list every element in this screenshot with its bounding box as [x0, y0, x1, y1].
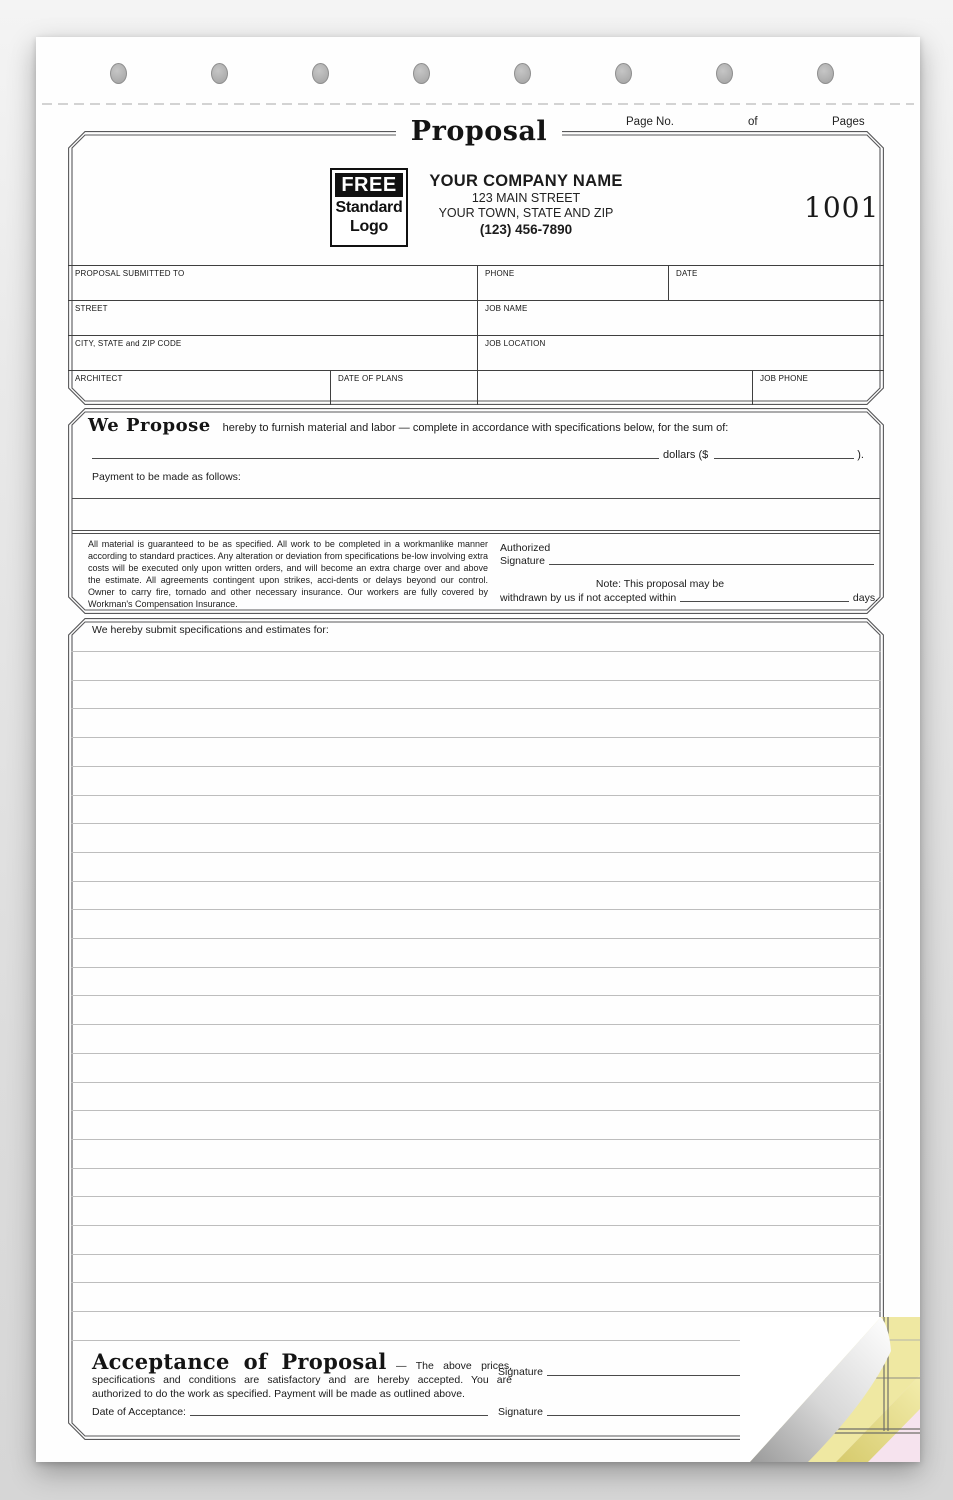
specs-label: We hereby submit specifications and estimates for: [92, 624, 329, 636]
empty-cell [477, 371, 752, 405]
spec-ruled-line [71, 1196, 881, 1197]
spec-ruled-line [71, 795, 881, 796]
authorized-signature-block [500, 542, 878, 567]
payment-label: Payment to be made as follows: [92, 471, 241, 483]
spec-ruled-line [71, 680, 881, 681]
spec-ruled-line [71, 1053, 881, 1054]
spec-ruled-line [71, 1082, 881, 1083]
standard-logo [330, 168, 408, 247]
city-state-zip-field: CITY, STATE and ZIP CODE [75, 339, 182, 348]
company-city-line: YOUR TOWN, STATE AND ZIP [438, 206, 614, 220]
sum-line [88, 448, 864, 461]
punch-hole [413, 63, 430, 84]
spec-ruled-line [71, 909, 881, 910]
spec-ruled-line [71, 852, 881, 853]
dollars-label: dollars ($ [663, 449, 709, 461]
dollars-close: ). [857, 449, 864, 461]
sum-amount-line [714, 448, 854, 459]
punch-hole [716, 63, 733, 84]
phone-field: PHONE [477, 266, 668, 300]
authorized-signature-line [549, 554, 874, 565]
date-of-plans-field: DATE OF PLANS [330, 371, 477, 405]
punch-hole [312, 63, 329, 84]
signature-label: Signature [498, 1366, 543, 1378]
date-of-acceptance-label: Date of Acceptance: [92, 1406, 186, 1418]
punch-holes-row [36, 63, 920, 83]
divider-line [72, 533, 880, 534]
spec-ruled-line [71, 967, 881, 968]
logo-word-logo: Logo [350, 218, 388, 235]
punch-hole [514, 63, 531, 84]
divider-line [72, 498, 880, 499]
job-name-field: JOB NAME [477, 301, 884, 335]
form-number: 1001 [804, 191, 880, 224]
architect-field: ARCHITECT [75, 374, 123, 383]
perforation-line [42, 103, 914, 105]
header-section [68, 131, 884, 405]
company-street: 123 MAIN STREET [471, 191, 581, 205]
carbonless-copies-corner [740, 1317, 920, 1462]
spec-ruled-line [71, 1024, 881, 1025]
date-of-acceptance-line [190, 1405, 488, 1416]
note-line1: Note: This proposal may be [595, 578, 725, 590]
days-label: days. [852, 592, 878, 604]
table-row [68, 370, 884, 405]
info-table [68, 265, 884, 405]
proposal-form-page [36, 37, 920, 1462]
authorized-label: Authorized [500, 542, 551, 554]
company-name: YOUR COMPANY NAME [429, 172, 623, 190]
signature-label: Signature [498, 1406, 543, 1418]
signature-label: Signature [500, 555, 545, 567]
acceptance-title: Acceptance of Proposal [92, 1349, 387, 1374]
date-of-acceptance-row [92, 1405, 492, 1418]
spec-ruled-line [71, 938, 881, 939]
spec-ruled-line [71, 823, 881, 824]
spec-ruled-line [71, 995, 881, 996]
spec-ruled-line [71, 737, 881, 738]
company-phone: (123) 456-7890 [479, 222, 573, 237]
acceptance-block [92, 1351, 512, 1401]
spec-ruled-line [71, 651, 881, 652]
spec-ruled-line [71, 1139, 881, 1140]
page-curl-graphic [740, 1317, 920, 1462]
spec-ruled-line [71, 881, 881, 882]
job-location-field: JOB LOCATION [477, 336, 884, 370]
logo-free-banner: FREE [335, 173, 403, 197]
proposal-title: Proposal [396, 113, 562, 151]
of-label: of [748, 116, 758, 128]
propose-line [88, 415, 868, 436]
date-field: DATE [668, 266, 884, 300]
terms-paragraph: All material is guaranteed to be as specified. All work to be completed in a workmanlike manner according to standard practices. Any alteration or deviation from specifications be-low involving extra costs will be executed only upon written orders, and will become an extra charge over and above the estimate. All agreements contingent upon strikes, acci-dents or delays beyond our control. Owner to carry fire, tornado and other necessary insurance. Our workers are fully covered by Workman's Compensation Insurance. [88, 539, 488, 609]
withdrawal-note-block [500, 578, 878, 604]
spec-ruled-line [71, 1168, 881, 1169]
table-row [68, 265, 884, 300]
spec-ruled-line [71, 766, 881, 767]
punch-hole [615, 63, 632, 84]
divider-line [72, 530, 880, 531]
table-row [68, 300, 884, 335]
spec-ruled-line [71, 1110, 881, 1111]
logo-word-standard: Standard [335, 199, 403, 216]
days-line [680, 591, 849, 602]
spec-ruled-line [71, 1282, 881, 1283]
we-propose-title: We Propose [88, 415, 211, 436]
street-field: STREET [75, 304, 108, 313]
company-block [398, 171, 654, 239]
spec-ruled-line [71, 708, 881, 709]
spec-ruled-line [71, 1225, 881, 1226]
punch-hole [211, 63, 228, 84]
punch-hole [817, 63, 834, 84]
punch-hole [110, 63, 127, 84]
sum-words-line [92, 448, 659, 459]
table-row [68, 335, 884, 370]
submitted-to-field: PROPOSAL SUBMITTED TO [75, 269, 185, 278]
propose-intro-text: hereby to furnish material and labor — complete in accordance with specifications below, for the sum of: [222, 422, 729, 434]
job-phone-field: JOB PHONE [752, 371, 884, 405]
spec-ruled-line [71, 1254, 881, 1255]
pages-label: Pages [832, 116, 865, 128]
page-no-label: Page No. [626, 116, 674, 128]
note-line2: withdrawn by us if not accepted within [500, 592, 677, 604]
propose-section [68, 408, 884, 614]
acceptance-text: — The above prices, specifications and conditions are satisfactory and are hereby accepted. You are authorized to do the work as specified. Payment will be made as outlined above. [92, 1360, 512, 1400]
spec-ruled-line [71, 1311, 881, 1312]
